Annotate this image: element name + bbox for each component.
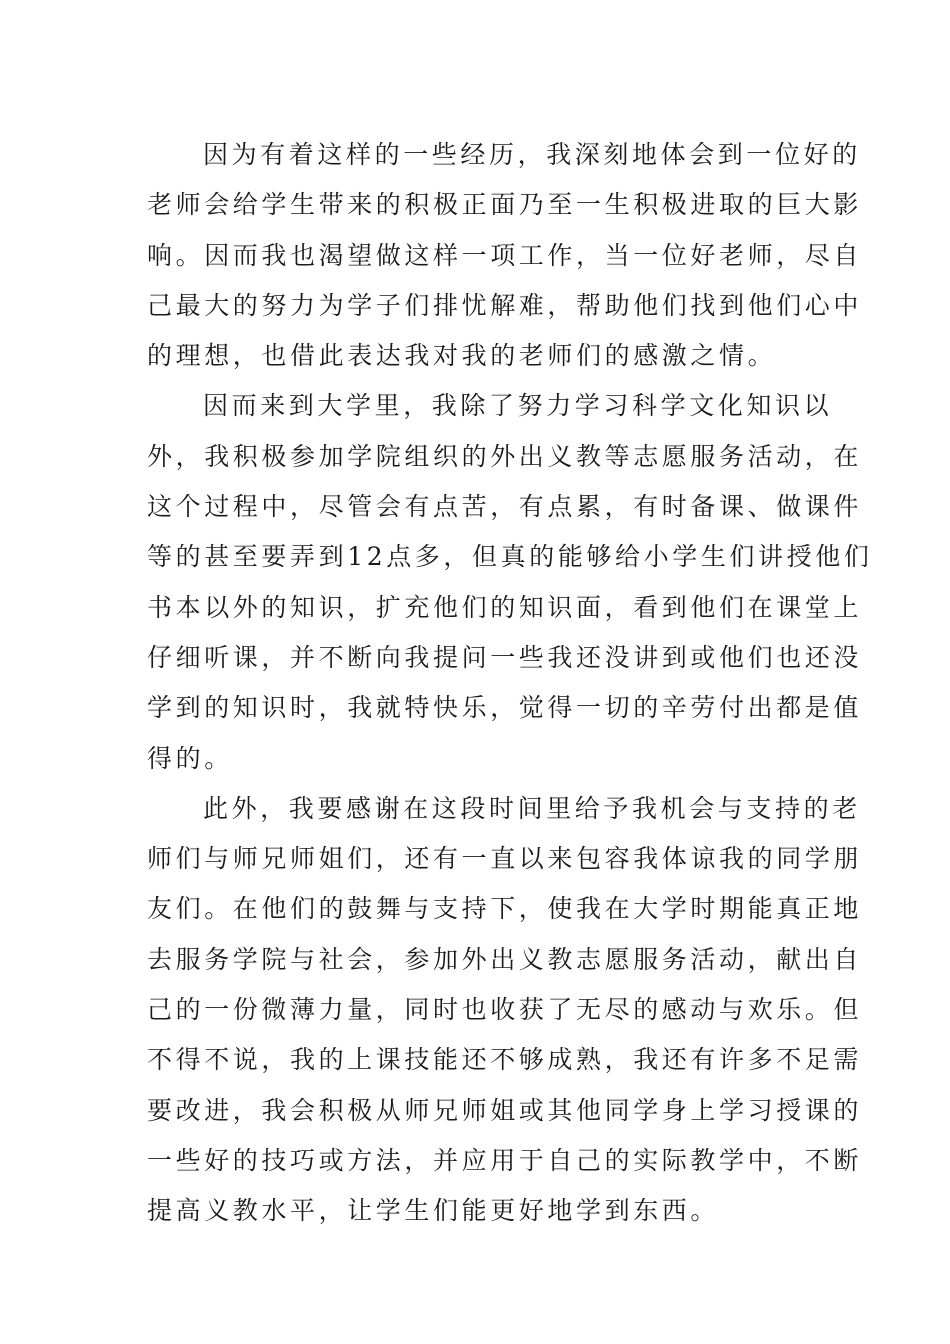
paragraph-line: 不得不说，我的上课技能还不够成熟，我还有许多不足需: [147, 1045, 863, 1075]
paragraph-line: 己最大的努力为学子们排忧解难，帮助他们找到他们心中: [147, 290, 863, 320]
paragraph-line: 此外，我要感谢在这段时间里给予我机会与支持的老: [203, 793, 861, 823]
paragraph-line: 去服务学院与社会，参加外出义教志愿服务活动，献出自: [147, 944, 863, 974]
paragraph-line: 友们。在他们的鼓舞与支持下，使我在大学时期能真正地: [147, 894, 863, 924]
paragraph-line: 外，我积极参加学院组织的外出义教等志愿服务活动，在: [147, 441, 863, 471]
paragraph-line: 老师会给学生带来的积极正面乃至一生积极进取的巨大影: [147, 190, 863, 220]
paragraph-line: 这个过程中，尽管会有点苦，有点累，有时备课、做课件: [147, 492, 863, 522]
paragraph-line: 要改进，我会积极从师兄师姐或其他同学身上学习授课的: [147, 1095, 863, 1125]
paragraph-line: 学到的知识时，我就特快乐，觉得一切的辛劳付出都是值: [147, 693, 863, 723]
paragraph-line: 一些好的技巧或方法，并应用于自己的实际教学中，不断: [147, 1145, 863, 1175]
paragraph-line: 因而来到大学里，我除了努力学习科学文化知识以: [203, 391, 833, 421]
paragraph-line: 仔细听课，并不断向我提问一些我还没讲到或他们也还没: [147, 642, 863, 672]
paragraph-line: 因为有着这样的一些经历，我深刻地体会到一位好的: [203, 140, 861, 169]
paragraph-line: 书本以外的知识，扩充他们的知识面，看到他们在课堂上: [147, 592, 863, 622]
paragraph-2: [147, 381, 873, 783]
paragraph-3: [147, 784, 863, 1237]
paragraph-line: 提高义教水平，让学生们能更好地学到东西。: [147, 1196, 720, 1226]
paragraph-1: [147, 130, 863, 381]
paragraph-line: 师们与师兄师姐们，还有一直以来包容我体谅我的同学朋: [147, 844, 863, 874]
paragraph-line: 的理想，也借此表达我对我的老师们的感激之情。: [147, 341, 777, 371]
paragraph-line: 得的。: [147, 743, 233, 773]
paragraph-line: 响。因而我也渴望做这样一项工作，当一位好老师，尽自: [147, 240, 863, 270]
paragraph-line: 己的一份微薄力量，同时也收获了无尽的感动与欢乐。但: [147, 995, 863, 1025]
document-body: [147, 130, 873, 1237]
paragraph-line: 等的甚至要弄到12点多，但真的能够给小学生们讲授他们: [147, 542, 873, 572]
